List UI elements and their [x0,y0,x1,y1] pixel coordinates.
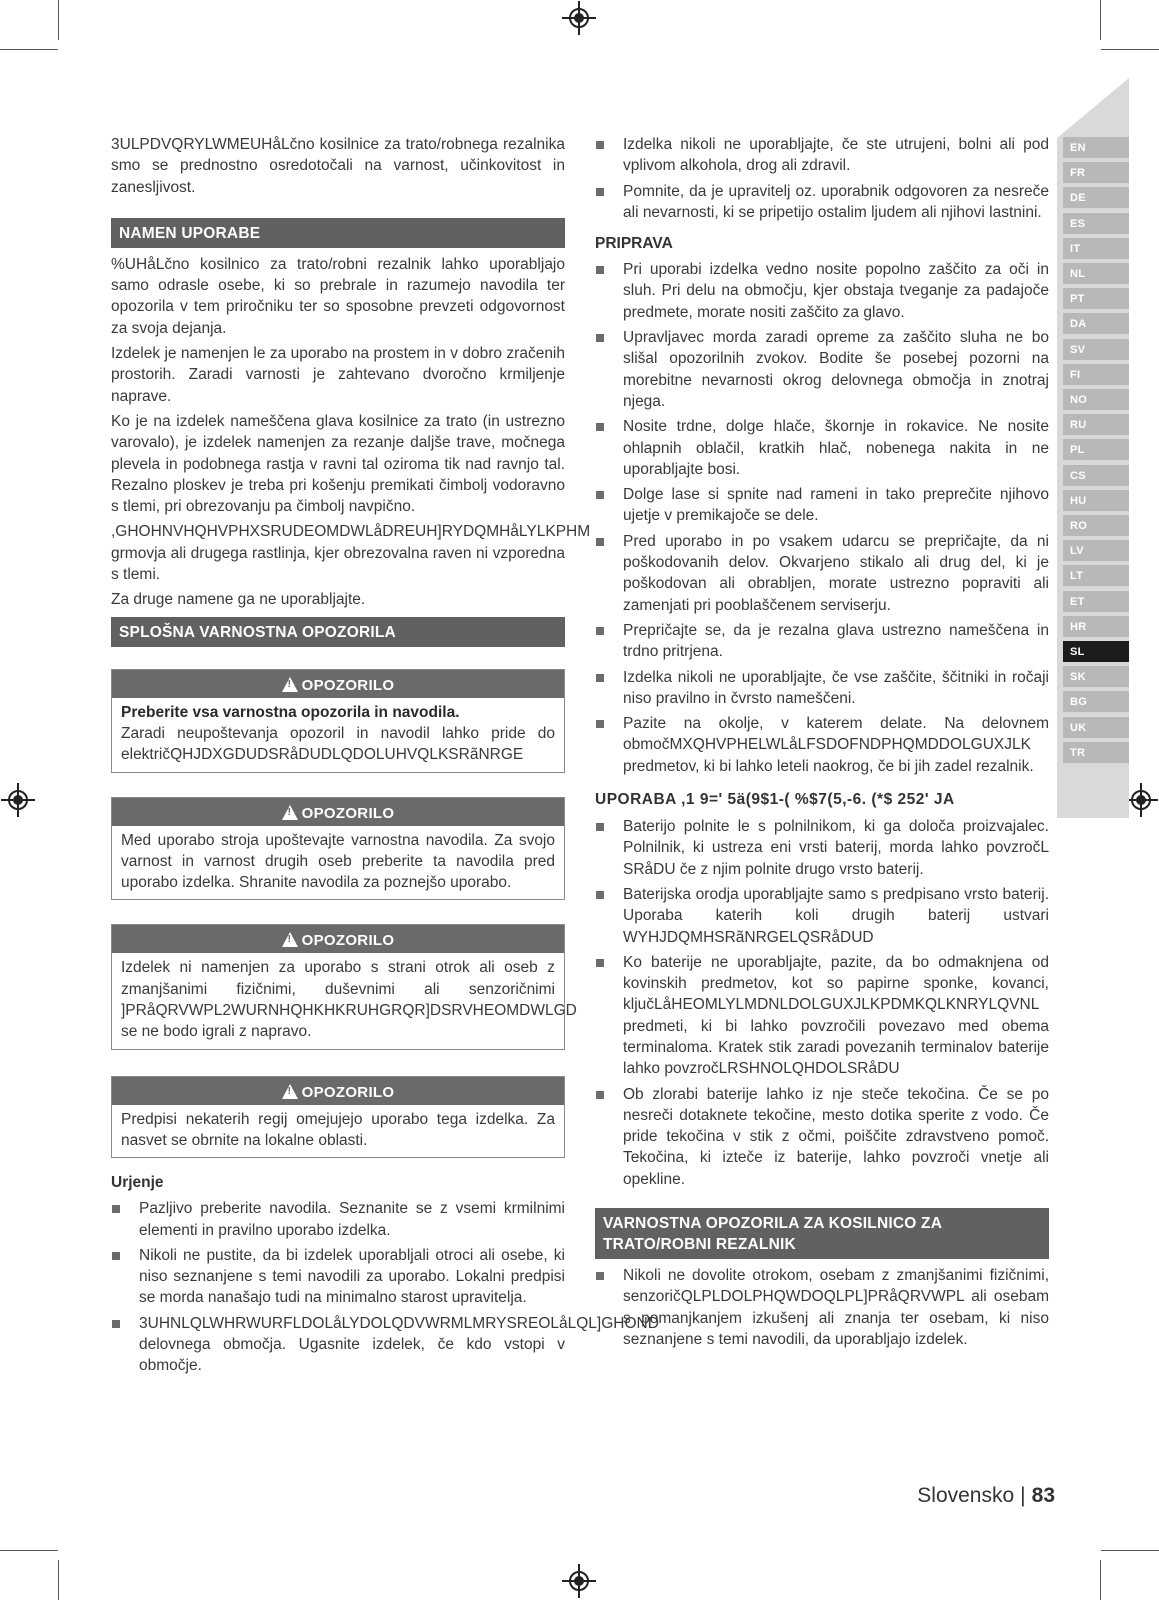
bullet-icon [596,674,604,682]
crop-mark [0,1550,58,1551]
right-column [595,134,1049,1354]
warning-header [112,1077,564,1105]
registration-mark-bottom [566,1568,592,1594]
bullet-icon [596,538,604,546]
section-title-kosilnica: VARNOSTNA OPOZORILA ZA KOSILNICO ZA TRATO/ROBNI REZALNIK [595,1208,1049,1259]
warning-text: Med uporabo stroja upoštevajte varnostna navodila. Za svojo varnost in varnost drugih oseb preberite ta navodila pred uporabo izdelka. Shranite navodila za poznejšo uporabo. [121,831,555,892]
bullet-icon [596,1091,604,1099]
warning-icon [282,677,298,692]
language-tab-de: DE [1063,187,1129,209]
priprava-list [595,259,1049,777]
crop-mark [0,49,58,50]
language-tab-lt: LT [1063,565,1129,587]
language-tab-pt: PT [1063,288,1129,310]
warning-label: OPOZORILO [301,932,395,950]
language-tab-sl: SL [1063,641,1129,663]
top-list [595,134,1049,223]
list-item: Prepričajte se, da je rezalna glava ustrezno nameščena in trdno pritrjena. [595,620,1049,663]
section-title-namen: NAMEN UPORABE [111,218,565,248]
bullet-icon [596,627,604,635]
bullet-icon [596,891,604,899]
uporaba-list [595,816,1049,1190]
bullet-icon [596,266,604,274]
language-tab-tr: TR [1063,742,1129,764]
crop-mark [58,0,59,40]
list-item: Baterijska orodja uporabljajte samo s predpisano vrsto baterij. Uporaba katerih koli drugih baterij ustvari WYHJDQMHSRãNRGELQSRåDUD [595,884,1049,948]
list-item: Upravljavec morda zaradi opreme za zaščito sluha ne bo slišal opozorilnih zvokov. Bodite še posebej pozorni na morebitne nevarnosti okrog delovnega območja in znotraj njega. [595,327,1049,412]
language-tab-pl: PL [1063,439,1129,461]
language-tab-nl: NL [1063,263,1129,285]
warning-header [112,798,564,826]
warning-label: OPOZORILO [301,676,395,694]
warning-box [111,924,577,1049]
bullet-icon [596,423,604,431]
registration-mark-left [5,787,31,813]
footer-separator: | [1020,1484,1026,1507]
list-item: Nosite trdne, dolge hlače, škornje in rokavice. Ne nosite ohlapnih oblačil, kratkih hlač, nobenega nakita in ne uporabljajte bosi. [595,416,1049,480]
subsection-title-priprava: PRIPRAVA [595,235,673,253]
list-item: 3UHNLQLWHRWURFLDOLåLYDOLQDVWRMLMRYSREOLåLQL]GHOND delovnega območja. Ugasnite izdelek, če kdo vstopi v območje. [111,1313,565,1377]
language-tab-et: ET [1063,591,1129,613]
warning-icon [282,1084,298,1099]
bullet-icon [596,188,604,196]
namen-paragraph: Za druge namene ga ne uporabljajte. [111,591,366,609]
section-title-splosna: SPLOŠNA VARNOSTNA OPOZORILA [111,617,565,647]
list-item: Nikoli ne pustite, da bi izdelek uporabljali otroci ali osebe, ki niso seznanjene s temi navodili za uporabo. Lokalni predpisi se morda nanašajo tudi na minimalno starost upravitelja. [111,1245,565,1309]
language-tab-lv: LV [1063,540,1129,562]
bullet-icon [596,334,604,342]
list-item: Ob zlorabi baterije lahko iz nje steče tekočina. Če se po nesreči dotaknete tekočine, mesto dotika sperite z vodo. Če pride tekočina v stik z očmi, poiščite zdravstveno pomoč. Tekočina, ki izteče iz baterije, lahko povzroči vnetje ali opekline. [595,1084,1049,1190]
list-item: Baterijo polnite le s polnilnikom, ki ga določa proizvajalec. Polnilnik, ki ustreza eni vrsti baterij, morda lahko povzročL SRåDU če z njim polnite drugo vrsto baterij. [595,816,1049,880]
bullet-icon [112,1320,120,1328]
crop-mark [1101,1550,1159,1551]
kosilnica-list [595,1265,1049,1350]
list-item: Pomnite, da je upravitelj oz. uporabnik odgovoren za nesreče ali nevarnosti, ki se pripetijo ostalim ljudem ali njihovi lastnini. [595,181,1049,224]
page-footer [889,1484,1055,1508]
list-item: Dolge lase si spnite nad rameni in tako preprečite njihovo ujetje v premikajoče se dele. [595,484,1049,527]
bullet-icon [596,959,604,967]
bullet-icon [596,1272,604,1280]
subsection-title-uporaba: UPORABA ,1 9=' 5ä(9$1-( %$7(5,-6. (*$ 252' JA [595,791,955,809]
crop-mark [1101,49,1159,50]
warning-header [112,670,564,698]
language-tab-fi: FI [1063,364,1129,386]
language-tab-uk: UK [1063,717,1129,739]
crop-mark [1100,1560,1101,1600]
page-number: 83 [1031,1484,1055,1507]
language-tab-sk: SK [1063,666,1129,688]
warning-icon [282,805,298,820]
list-item: Izdelka nikoli ne uporabljajte, če ste utrujeni, bolni ali pod vplivom alkohola, drog ali zdravil. [595,134,1049,177]
namen-paragraph: %UHåLčno kosilnico za trato/robni rezalnik lahko uporabljajo samo odrasle osebe, ki so prebrale in razumejo navodila ter opozorila v tem priročniku ter so sposobne prevzeti odgovornost za svoja dejanja. [111,255,565,337]
language-tab-da: DA [1063,313,1129,335]
language-tab-it: IT [1063,238,1129,260]
warning-icon [282,932,298,947]
list-item: Izdelka nikoli ne uporabljajte, če vse zaščite, ščitniki in ročaji niso pravilno in čvrsto nameščeni. [595,667,1049,710]
language-tab-bg: BG [1063,691,1129,713]
warning-box [111,1076,565,1159]
warning-text: Zaradi neupoštevanja opozoril in navodil lahko pride do električQHJDXGDUDSRåDUDLQDOLUHVQLKSRãNRGE [121,724,555,764]
warning-label: OPOZORILO [301,1083,395,1101]
language-tab-en: EN [1063,137,1129,159]
registration-mark-right [1128,787,1154,813]
warning-header [112,925,564,953]
list-item: Ko baterije ne uporabljajte, pazite, da bo odmaknjena od kovinskih predmetov, kot so papirne sponke, kovanci, ključLåHEOMLYLMDNLDOLGUXJLKPDMKQLKNRYLQVNL predmeti, ki bi lahko povzročili povezavo med obema terminaloma. Kratek stik zaradi povezanih terminalov baterije lahko povzročLRSHNOLQHDOLSRåDU [595,952,1049,1080]
urjenje-list [111,1198,659,1376]
language-tab-es: ES [1063,213,1129,235]
warning-text: Izdelek ni namenjen za uporabo s strani otrok ali oseb z zmanjšanimi fizičnimi, duševnimi ali senzoričnimi ]PRåQRVWPL2WURNHQHKHKRUHGRQR]DSRVHEOMDWLGD se ne bodo igrali z napravo. [121,959,577,1041]
bullet-icon [596,491,604,499]
list-item: Pri uporabi izdelka vedno nosite popolno zaščito za oči in sluh. Pri delu na območju, kjer obstaja tveganje za padajoče predmete, morate nositi zaščito za glavo. [595,259,1049,323]
crop-mark [58,1560,59,1600]
list-item: Pazljivo preberite navodila. Seznanite se z vsemi krmilnimi elementi in pravilno uporabo izdelka. [111,1198,565,1241]
language-tab-no: NO [1063,389,1129,411]
list-item: Nikoli ne dovolite otrokom, osebam z zmanjšanimi fizičnimi, senzoričQLPLDOLPHQWDOQLPL]PRåQRVWPL ali osebam s pomanjkanjem izkušenj ali znanja ter osebam, ki niso seznanjene s temi navodili, da uporabljajo izdelek. [595,1265,1049,1350]
warning-bold-text: Preberite vsa varnostna opozorila in navodila. [121,703,460,721]
bullet-icon [596,823,604,831]
language-tab-ro: RO [1063,515,1129,537]
language-tab-sv: SV [1063,339,1129,361]
warning-text: Predpisi nekaterih regij omejujejo uporabo tega izdelka. Za nasvet se obrnite na lokalne oblasti. [121,1110,555,1149]
list-item: Pazite na okolje, v katerem delate. Na delovnem območMXQHVPHELWLåLFSDOFNDPHQMDDOLGUXJLK predmetov, ki bi lahko leteli naokrog, če bi jih zadel rezalnik. [595,713,1049,777]
intro-paragraph: 3ULPDVQRYLWMEUHåLčno kosilnice za trato/robnega rezalnika smo se prednostno osredotočali na varnost, učinkovitost in zanesljivost. [111,136,565,196]
language-tab-cs: CS [1063,465,1129,487]
namen-paragraph: ,GHOHNVHQHVPHXSRUDEOMDWLåDREUH]RYDQMHåLYLKPHM grmovja ali drugega rastlinja, kjer obrezovalna raven ni vzporedna s tlemi. [111,523,591,584]
bullet-icon [596,720,604,728]
warning-label: OPOZORILO [301,804,395,822]
bullet-icon [112,1205,120,1213]
language-tab-hr: HR [1063,616,1129,638]
warning-box [111,669,565,773]
footer-language: Slovensko [917,1484,1015,1507]
namen-paragraph: Izdelek je namenjen le za uporabo na prostem in v dobro zračenih prostorih. Zaradi varnosti je zahtevano dvoročno krmiljenje naprave. [111,345,565,405]
language-tab-ru: RU [1063,414,1129,436]
list-item: Pred uporabo in po vsakem udarcu se prepričajte, da ni poškodovanih delov. Okvarjeno stikalo ali drug del, ki je poškodovan ali obrabljen, morate ustrezno popraviti ali zamenjati pri pooblaščenem serviserju. [595,531,1049,616]
bullet-icon [596,141,604,149]
language-tab-hu: HU [1063,490,1129,512]
language-tab-fr: FR [1063,162,1129,184]
registration-mark-top [566,5,592,31]
warning-box [111,797,565,901]
subsection-title-urjenje: Urjenje [111,1174,164,1192]
crop-mark [1100,0,1101,40]
bullet-icon [112,1252,120,1260]
namen-paragraph: Ko je na izdelek nameščena glava kosilnice za trato (in ustrezno varovalo), je izdelek namenjen za rezanje daljše trave, močnega plevela in podobnega rastja v ravni tal oziroma tik nad ravnjo tal. Rezalno ploskev je treba pri košenju premikati čimbolj vodoravno s tlemi, pri obrezovanju pa čimbolj navpično. [111,412,565,516]
